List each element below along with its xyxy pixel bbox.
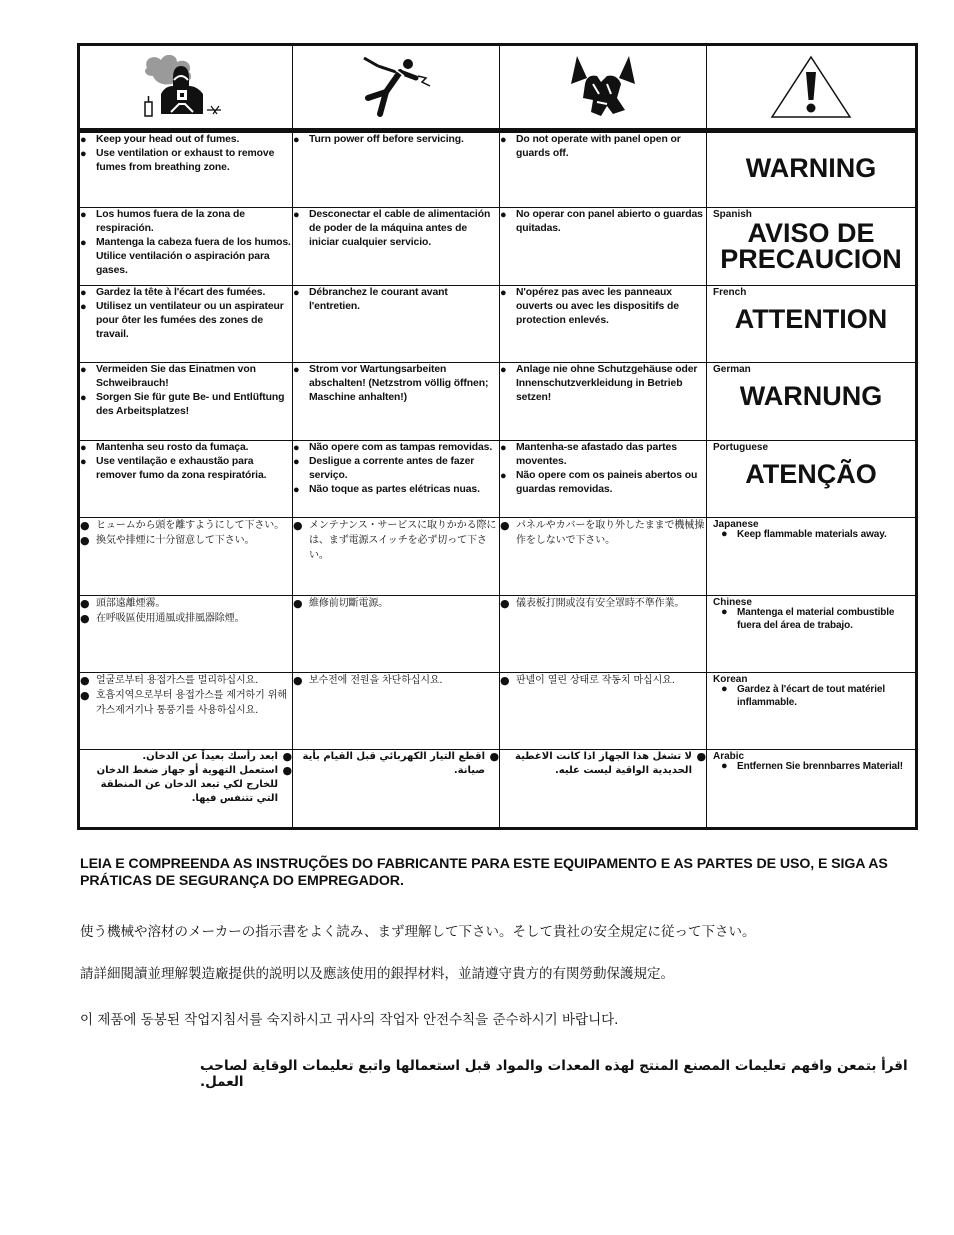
note-item: ● Mantenga el material combustible fuera del área de trabajo. — [721, 606, 915, 632]
guards-instructions-cell — [500, 208, 707, 285]
electric-shock-icon-cell — [293, 46, 500, 131]
flammable-note — [721, 606, 915, 632]
fumes-instructions-cell — [80, 750, 293, 828]
note-item: ● Entfernen Sie brennbarres Material! — [721, 760, 903, 773]
warning-triangle-icon — [769, 54, 853, 120]
bullet-list — [500, 363, 706, 405]
note-list — [721, 528, 887, 541]
bullet-item: ● Não toque as partes elétricas nuas. — [293, 483, 499, 497]
bullet-item: ● 頭部遠離煙霧。 — [80, 596, 292, 611]
warning-cell — [707, 518, 916, 595]
footer-chinese: 請詳細閱讀並理解製造廠提供的説明以及應該使用的銀捍材料，並請遵守貴方的有関勞動保護規定。 — [80, 966, 674, 982]
fumes-instructions-cell — [80, 130, 293, 207]
language-label: French — [713, 286, 747, 298]
language-label: German — [713, 364, 751, 376]
bullet-item: ● Desconectar el cable de alimentación de poder de la máquina antes de iniciar cualquier servicio. — [293, 208, 499, 250]
warning-title: AVISO DE PRECAUCION — [720, 218, 902, 275]
language-row — [80, 363, 916, 440]
flammable-note — [721, 528, 887, 541]
bullet-list — [500, 673, 706, 688]
bullet-list — [500, 286, 706, 328]
shock-instructions-cell — [293, 750, 500, 828]
bullet-item: ● Anlage nie ohne Schutzgehäuse oder Innenschutzverkleidung in Betrieb setzen! — [500, 363, 706, 405]
guards-instructions-cell — [500, 595, 707, 672]
language-row — [80, 208, 916, 285]
language-row — [80, 518, 916, 595]
note-list — [721, 760, 903, 773]
shock-instructions-cell — [293, 363, 500, 440]
icon-row — [80, 46, 916, 131]
warning-cell — [707, 750, 916, 828]
warning-title: ATENÇÃO — [745, 458, 877, 489]
bullet-item: ● Turn power off before servicing. — [293, 133, 499, 147]
bullet-item: ● Não opere com as tampas removidas. — [293, 441, 499, 455]
language-row — [80, 750, 916, 828]
fumes-instructions-cell — [80, 285, 293, 362]
bullet-item: ● Do not operate with panel open or guards off. — [500, 133, 706, 161]
bullet-item: ● 호흡지역으로부터 용접가스를 제거하기 위해 가스제거기나 통풍기를 사용하십시요. — [80, 688, 292, 718]
bullet-item: ● Use ventilação e exhaustão para remover fumo da zona respiratória. — [80, 455, 292, 483]
warning-table — [79, 45, 916, 828]
shock-instructions-cell — [293, 208, 500, 285]
bullet-item: ● 판넬이 열린 상태로 작동치 마십시요. — [500, 673, 706, 688]
moving-parts-icon-cell — [500, 46, 707, 131]
warning-triangle-icon-cell — [707, 46, 916, 131]
bullet-list — [500, 518, 706, 548]
warning-cell — [707, 130, 916, 207]
bullet-list — [293, 363, 499, 405]
bullet-item: ● Sorgen Sie für gute Be- und Entlüftung des Arbeitsplatzes! — [80, 391, 292, 419]
warning-cell — [707, 208, 916, 285]
language-row — [80, 130, 916, 207]
bullet-list — [500, 133, 706, 161]
bullet-list — [80, 596, 292, 626]
bullet-list — [293, 673, 499, 688]
footer-japanese: 使う機械や溶材のメーカーの指示書をよく読み、まず理解して下さい。そして貴社の安全規定に従って下さい。 — [80, 924, 756, 940]
bullet-item: ● Strom vor Wartungsarbeiten abschalten! (Netzstrom völlig öffnen; Maschine anhalten!) — [293, 363, 499, 405]
bullet-list — [80, 208, 292, 278]
bullet-item: ● 얼굴로부터 용접가스를 멀리하십시요. — [80, 673, 292, 688]
language-label: Korean — [713, 673, 748, 685]
language-row — [80, 595, 916, 672]
bullet-item: ● メンテナンス・サービスに取りかかる際には、まず電源スイッチを必ず切って下さい。 — [293, 518, 499, 563]
warning-title: WARNING — [745, 152, 877, 183]
bullet-list — [500, 441, 706, 497]
warning-label-sheet — [77, 43, 918, 830]
fumes-instructions-cell — [80, 363, 293, 440]
fumes-instructions-cell — [80, 518, 293, 595]
bullet-item: ● استعمل التهوية أو جهاز ضغط الدخان للخارج لكي تبعد الدخان عن المنطقة التي تتنفس فيها. — [80, 764, 292, 806]
bullet-item: ● Mantenha seu rosto da fumaça. — [80, 441, 292, 455]
bullet-list — [80, 441, 292, 483]
shock-instructions-cell — [293, 672, 500, 749]
bullet-item: ● Use ventilation or exhaust to remove fumes from breathing zone. — [80, 147, 292, 175]
bullet-item: ● لا تشغل هذا الجهاز اذا كانت الاغطية الحديدية الواقية ليست عليه. — [500, 750, 706, 778]
shock-instructions-cell — [293, 285, 500, 362]
fumes-instructions-cell — [80, 672, 293, 749]
bullet-list — [80, 750, 292, 806]
language-label: Chinese — [713, 596, 752, 608]
note-list — [721, 606, 915, 632]
bullet-item: ● 在呼吸區使用通風或排風器除煙。 — [80, 611, 292, 626]
fumes-instructions-cell — [80, 208, 293, 285]
bullet-item: ● 보수전에 전원을 차단하십시요. — [293, 673, 499, 688]
guards-instructions-cell — [500, 750, 707, 828]
moving-parts-icon — [567, 54, 639, 120]
shock-instructions-cell — [293, 440, 500, 517]
bullet-item: ● パネルやカバーを取り外したままで機械操作をしないで下さい。 — [500, 518, 706, 548]
bullet-list — [293, 133, 499, 147]
language-label: Arabic — [713, 751, 745, 763]
language-label: Portuguese — [713, 441, 769, 453]
bullet-item: ● Keep your head out of fumes. — [80, 133, 292, 147]
warning-cell — [707, 363, 916, 440]
bullet-item: ● 換気や排煙に十分留意して下さい。 — [80, 533, 292, 548]
bullet-list — [293, 596, 499, 611]
bullet-list — [80, 133, 292, 175]
fumes-instructions-cell — [80, 595, 293, 672]
bullet-item: ● Não opere com os paineis abertos ou guardas removidas. — [500, 469, 706, 497]
bullet-item: ● ابعد رأسك بعيداً عن الدخان. — [80, 750, 292, 764]
bullet-list — [293, 286, 499, 314]
warning-cell — [707, 672, 916, 749]
bullet-list — [293, 208, 499, 250]
guards-instructions-cell — [500, 130, 707, 207]
bullet-list — [293, 750, 499, 778]
bullet-item: ● Desligue a corrente antes de fazer serviço. — [293, 455, 499, 483]
language-label: Japanese — [713, 519, 759, 531]
flammable-note — [721, 683, 915, 709]
warning-cell — [707, 285, 916, 362]
guards-instructions-cell — [500, 285, 707, 362]
shock-instructions-cell — [293, 595, 500, 672]
bullet-list — [293, 518, 499, 563]
language-row — [80, 440, 916, 517]
language-label: Spanish — [713, 209, 752, 221]
bullet-item: ● Los humos fuera de la zona de respiración. — [80, 208, 292, 236]
guards-instructions-cell — [500, 672, 707, 749]
bullet-list — [80, 518, 292, 548]
bullet-item: ● Mantenha-se afastado das partes moventes. — [500, 441, 706, 469]
note-item: ● Gardez à l'écart de tout matériel inflammable. — [721, 683, 915, 709]
language-rows — [80, 130, 916, 827]
language-row — [80, 285, 916, 362]
note-item: ● Keep flammable materials away. — [721, 528, 887, 541]
bullet-item: ● Gardez la tête à l'écart des fumées. — [80, 286, 292, 300]
footer-arabic: اقرأ بتمعن وافهم تعليمات المصنع المنتج لهذه المعدات والمواد قبل استعمالها واتبع تعليمات الوقاية لصاحب العمل. — [200, 1058, 908, 1090]
fumes-icon-cell — [80, 46, 293, 131]
bullet-item: ● No operar con panel abierto o guardas quitadas. — [500, 208, 706, 236]
bullet-item: ● 維修前切斷電源。 — [293, 596, 499, 611]
warning-title: WARNUNG — [739, 381, 883, 412]
fumes-instructions-cell — [80, 440, 293, 517]
warning-cell — [707, 595, 916, 672]
bullet-list — [80, 363, 292, 419]
bullet-item: ● N'opérez pas avec les panneaux ouverts ou avec les dispositifs de protection enlevés. — [500, 286, 706, 328]
bullet-list — [80, 673, 292, 718]
footer-korean: 이 제품에 동봉된 작업지침서를 숙지하시고 귀사의 작업자 안전수칙을 준수하시기 바랍니다. — [80, 1012, 619, 1028]
bullet-list — [500, 750, 706, 778]
bullet-item: ● ヒュームから頭を離すようにして下さい。 — [80, 518, 292, 533]
language-row — [80, 672, 916, 749]
electric-shock-icon — [356, 54, 436, 120]
flammable-note — [721, 760, 903, 773]
bullet-item: ● 儀表板打開或沒有安全罩時不準作業。 — [500, 596, 706, 611]
guards-instructions-cell — [500, 518, 707, 595]
bullet-item: ● Vermeiden Sie das Einatmen von Schweibrauch! — [80, 363, 292, 391]
bullet-item: ● Mantenga la cabeza fuera de los humos. Utilice ventilación o aspiración para gases. — [80, 236, 292, 278]
warning-title: ATTENTION — [734, 303, 888, 334]
bullet-item: ● Utilisez un ventilateur ou un aspirateur pour ôter les fumées des zones de travail. — [80, 300, 292, 342]
bullet-list — [80, 286, 292, 342]
fumes-icon — [141, 54, 231, 120]
bullet-item: ● اقطع التيار الكهربائي قبل القيام بأية صيانة. — [293, 750, 499, 778]
bullet-item: ● Débranchez le courant avant l'entretien. — [293, 286, 499, 314]
guards-instructions-cell — [500, 363, 707, 440]
bullet-list — [500, 596, 706, 611]
note-list — [721, 683, 915, 709]
bullet-list — [500, 208, 706, 236]
bullet-list — [293, 441, 499, 497]
footer-portuguese: LEIA E COMPREENDA AS INSTRUÇÕES DO FABRICANTE PARA ESTE EQUIPAMENTO E AS PARTES DE USO, E SIGA AS PRÁTICAS DE SEGURANÇA DO EMPREGADOR. — [80, 856, 888, 889]
shock-instructions-cell — [293, 130, 500, 207]
guards-instructions-cell — [500, 440, 707, 517]
warning-cell — [707, 440, 916, 517]
shock-instructions-cell — [293, 518, 500, 595]
